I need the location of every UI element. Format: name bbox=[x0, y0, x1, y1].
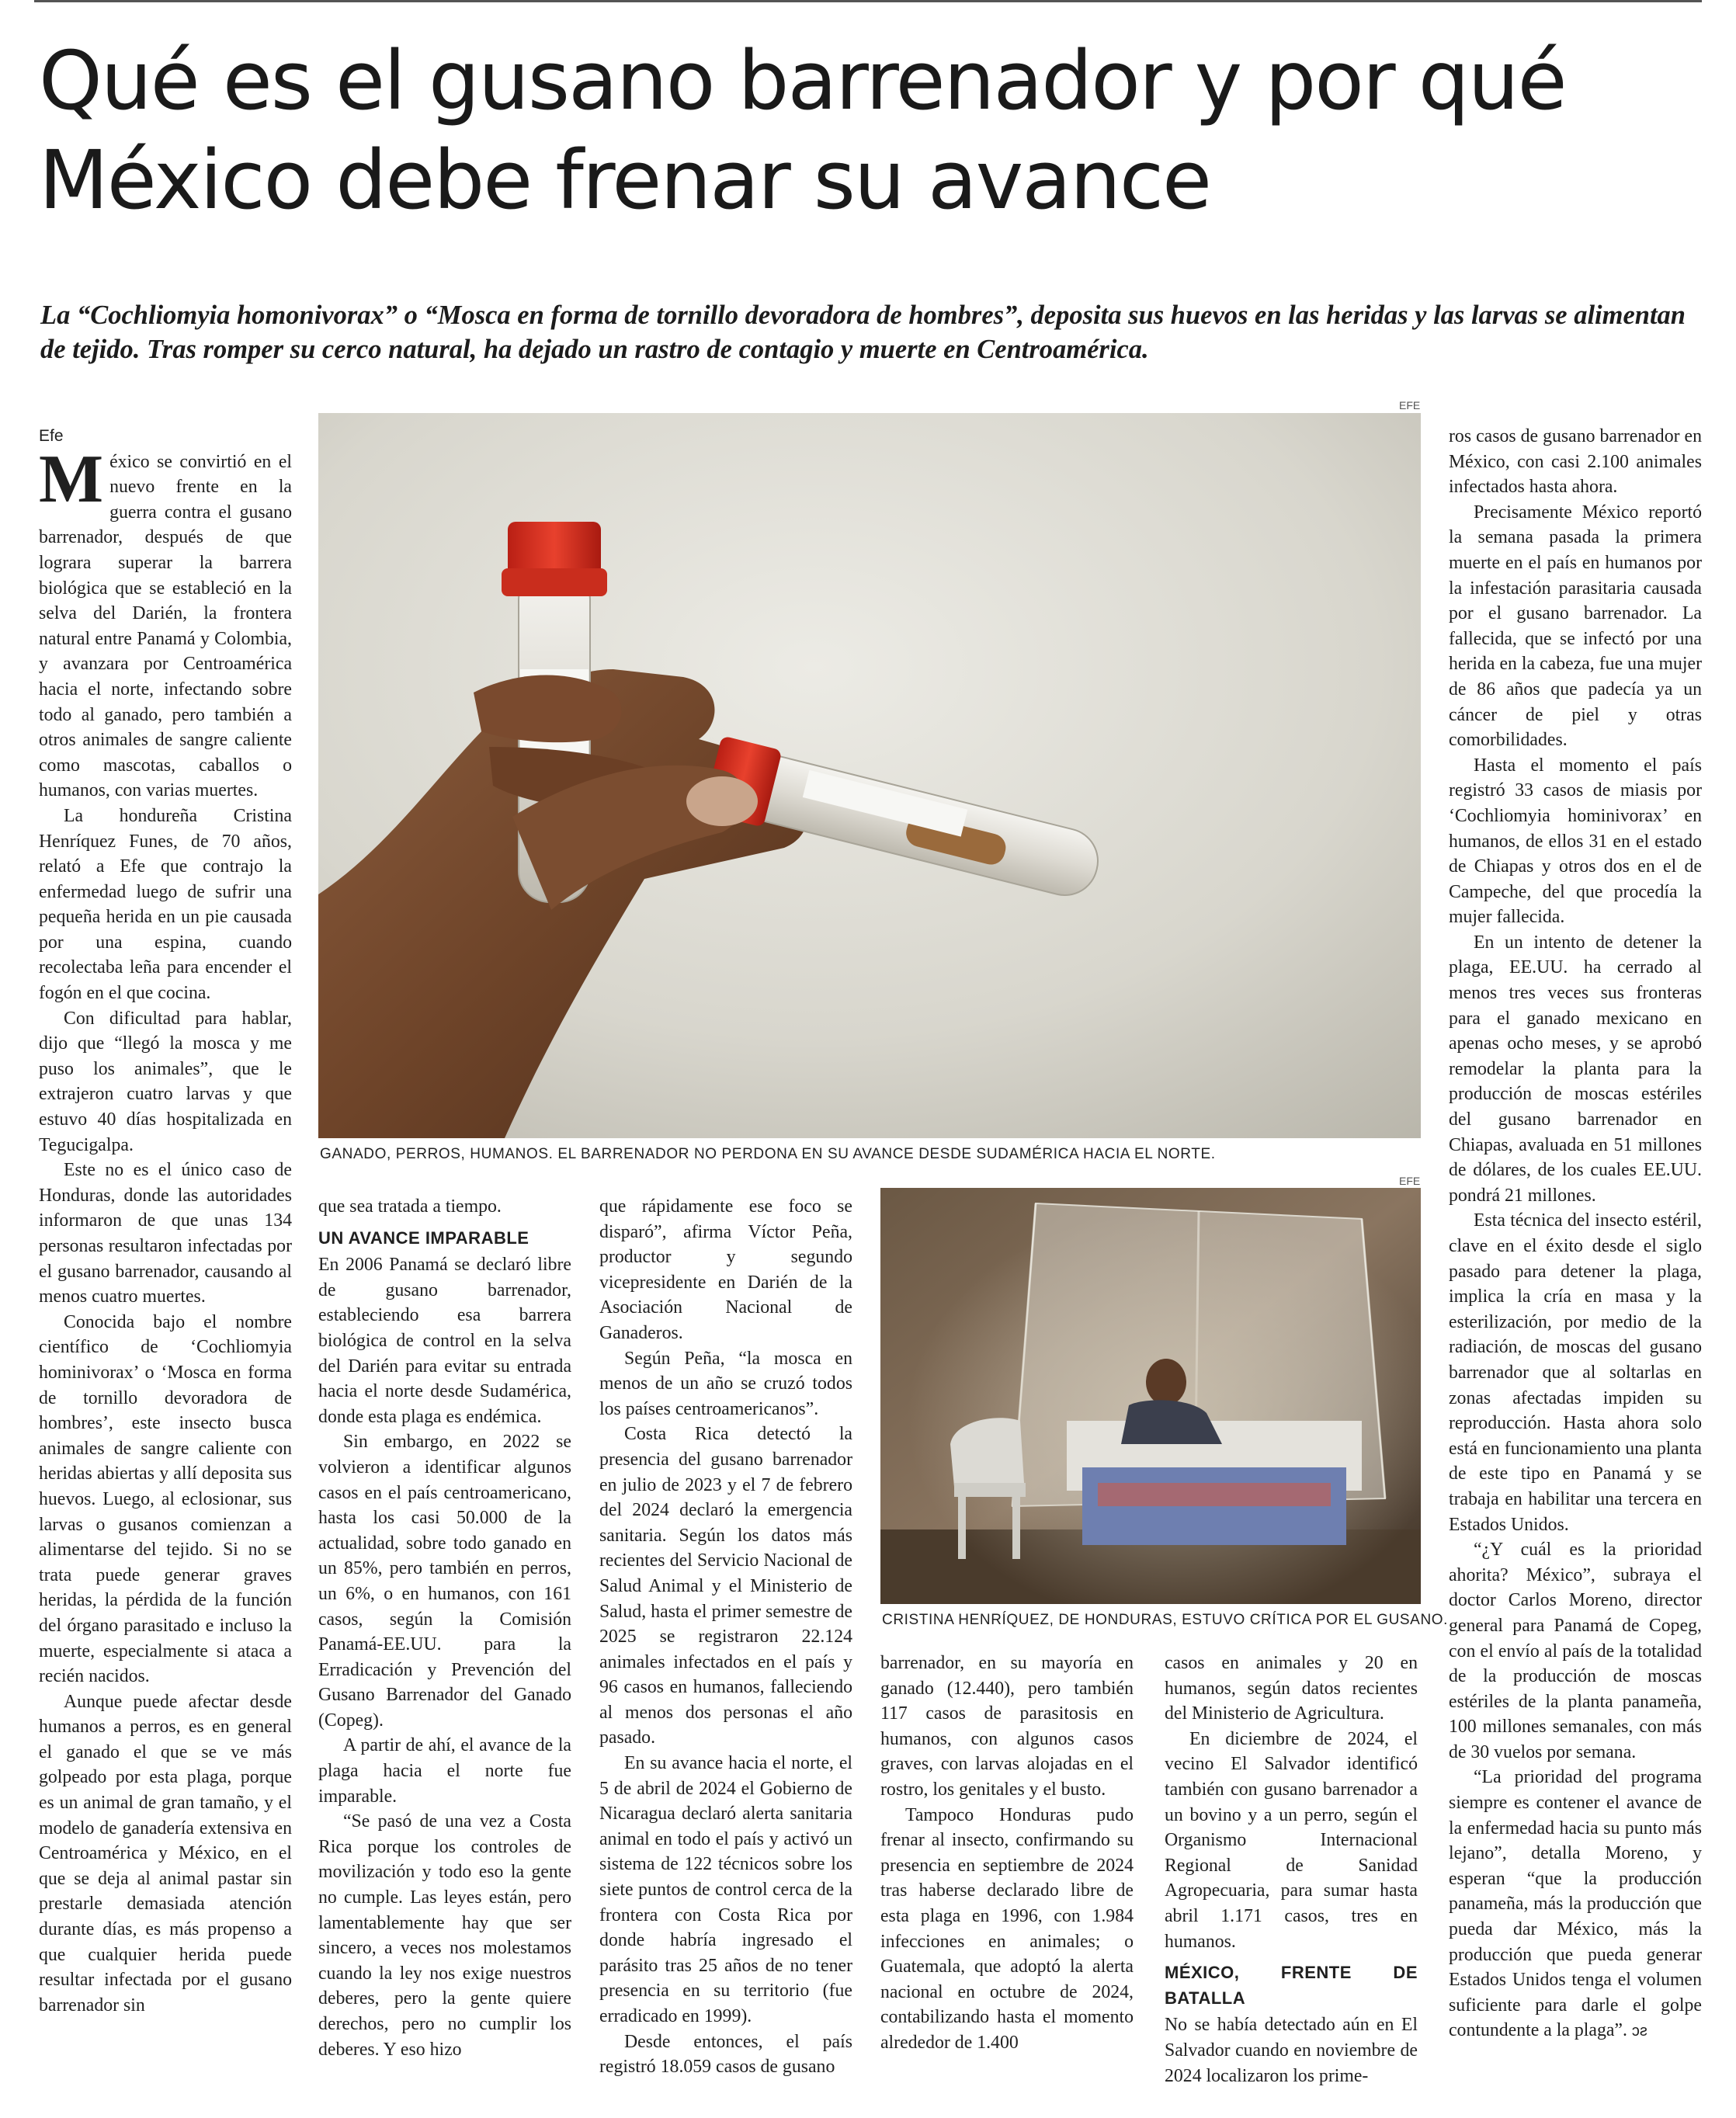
paragraph: Sin embargo, en 2022 se volvieron a identificar algunos casos en el país centroamericano, hasta los casi 50.000 de la actualidad, sobre todo ganado en un 85%, pero también en perros, un 6%, o en humanos, con 161 casos, según la Comisión Panamá-EE.UU. para la Erradicación y Prevención del Gusano Barrenador del Ganado (Copeg). bbox=[318, 1432, 571, 1731]
paragraph: barrenador, en su mayoría en ganado (12.440), pero también 117 casos de parasitosis en humanos, con algunos casos graves, con larvas alojadas en el rostro, los genitales y el busto. bbox=[880, 1653, 1134, 1800]
paragraph: En diciembre de 2024, el vecino El Salvador identificó también con gusano barrenador a un bovino y a un perro, según el Organismo Internacional Regional de Sanidad Agropecuaria, para sumar hasta abril 1.171 casos, tres en humanos. bbox=[1165, 1728, 1418, 1952]
photo-hand-test-tubes bbox=[318, 413, 1421, 1138]
paragraph: Según Peña, “la mosca en menos de un año se cruzó todos los países centroamericanos”. bbox=[599, 1348, 852, 1419]
paragraph: A partir de ahí, el avance de la plaga hacia el norte fue imparable. bbox=[318, 1735, 571, 1807]
paragraph: Hasta el momento el país registró 33 casos de miasis por ‘Cochliomyia hominivorax’ en humanos, de ellos 31 en el estado de Chiapas y otros dos en el de Campeche, del que procedía la mujer fallecida. bbox=[1449, 755, 1702, 928]
paragraph: Tampoco Honduras pudo frenar al insecto, confirmando su presencia en septiembre de 2024 tras haberse declarado libre de esta plaga en 1996, con 1.984 infecciones en animales; o Guatemala, que adoptó la alerta nacional en octubre de 2024, contabilizando hasta el momento alrededor de 1.400 bbox=[880, 1804, 1134, 2053]
subhead-avance-imparable: UN AVANCE IMPARABLE bbox=[318, 1227, 529, 1248]
headline: Qué es el gusano barrenador y por qué México debe frenar su avance bbox=[39, 33, 1566, 227]
paragraph: Este no es el único caso de Honduras, donde las autoridades informaron de que unas 134 personas resultaron infectadas por el gusano barrenador, causando al menos cuatro muertes. bbox=[39, 1160, 292, 1307]
paragraph: En su avance hacia el norte, el 5 de abril de 2024 el Gobierno de Nicaragua declaró alerta sanitaria animal en todo el país y activó un sistema de 122 técnicos sobre los siete puntos de control cerca de la frontera con Costa Rica por donde habría ingresado el parásito tras 25 años de no tener presencia en su territorio (fue erradicado en 1999). bbox=[599, 1753, 852, 2026]
byline: Efe bbox=[39, 427, 64, 445]
paragraph: No se había detectado aún en El Salvador cuando en noviembre de 2024 localizaron los prime- bbox=[1165, 2015, 1418, 2086]
paragraph: que rápidamente ese foco se disparó”, afirma Víctor Peña, productor y segundo vicepresidente en Darién de la Asociación Nacional de Ganaderos. bbox=[599, 1196, 852, 1343]
photo-caption-1: GANADO, PERROS, HUMANOS. EL BARRENADOR NO PERDONA EN SU AVANCE DESDE SUDAMÉRICA HACIA EL NORTE. bbox=[320, 1146, 1216, 1162]
photo-caption-2: CRISTINA HENRÍQUEZ, DE HONDURAS, ESTUVO CRÍTICA POR EL GUSANO. bbox=[882, 1612, 1449, 1628]
photo-credit-2: EFE bbox=[1399, 1175, 1421, 1187]
paragraph: Desde entonces, el país registró 18.059 casos de gusano bbox=[599, 2031, 852, 2078]
paragraph: Aunque puede afectar desde humanos a perros, es en general el ganado el que se ve más golpeado por esta plaga, porque es un animal de gran tamaño, y el modelo de ganadería extensiva en Centroamérica y México, en el que se deja al animal pastar sin prestarle demasiada atención durante días, es más propenso a que cualquier herida puede resultar infectada por el gusano barrenador sin bbox=[39, 1691, 292, 2016]
column-3 bbox=[599, 1194, 852, 2080]
paragraph: La hondureña Cristina Henríquez Funes, de 70 años, relató a Efe que contrajo la enfermedad luego de sufrir una pequeña herida en un pie causada por una espina, cuando recolectaba leña para encender el fogón en el que cocina. bbox=[39, 805, 292, 1004]
dek: La “Cochliomyia homonivorax” o “Mosca en forma de tornillo devoradora de hombres”, deposita sus huevos en las heridas y las larvas se alimentan de tejido. Tras romper su cerco natural, ha dejado un rastro de contagio y muerte en Centroamérica. bbox=[40, 300, 1686, 364]
end-mark-icon: ↄƨ bbox=[1631, 2023, 1647, 2040]
paragraph: que sea tratada a tiempo. bbox=[318, 1196, 502, 1217]
paragraph: Esta técnica del insecto estéril, clave en el éxito desde el siglo pasado para detener la plaga, implica la cría en masa y la esterilización, por medio de la radiación, de moscas del gusano barrenador que al soltarlas en zonas afectadas impiden su reproducción. Hasta ahora solo está en funcionamiento una planta de este tipo en Panamá y se trabaja en habilitar una tercera en Estados Unidos. bbox=[1449, 1210, 1702, 1535]
paragraph: En un intento de detener la plaga, EE.UU. ha cerrado al menos tres veces sus fronteras para el ganado mexicano en apenas ocho meses, y se aprobó remodelar la planta para la producción de moscas estériles del gusano barrenador en Chiapas, avaluada en 51 millones de dólares, de los cuales EE.UU. pondrá 21 millones. bbox=[1449, 932, 1702, 1206]
column-2 bbox=[318, 1194, 571, 2062]
column-5 bbox=[1165, 1651, 1418, 2088]
paragraph: En 2006 Panamá se declaró libre de gusano barrenador, estableciendo esa barrera biológica de control en la selva del Darién para evitar su entrada hacia el norte desde Sudamérica, donde esta plaga es endémica. bbox=[318, 1255, 571, 1427]
paragraph: ros casos de gusano barrenador en México, con casi 2.100 animales infectados hasta ahora. bbox=[1449, 426, 1702, 498]
paragraph: Conocida bajo el nombre científico de ‘Cochliomyia hominivorax’ o ‘Mosca en forma de tornillo devoradora de hombres’, este insecto busca animales de sangre caliente con heridas abiertas y allí deposita sus huevos. Luego, al eclosionar, sus larvas o gusanos comienzan a alimentarse del tejido. Si no se trata puede generar graves heridas, la pérdida de la función del órgano parasitado e incluso la muerte, especialmente si ataca a recién nacidos. bbox=[39, 1311, 292, 1687]
column-4 bbox=[880, 1651, 1134, 2056]
photo-credit-1: EFE bbox=[1399, 399, 1421, 411]
paragraph: Con dificultad para hablar, dijo que “llegó la mosca y me puso los animales”, que le extrajeron cuatro larvas y que estuvo 40 días hospitalizada en Tegucigalpa. bbox=[39, 1008, 292, 1155]
paragraph: Precisamente México reportó la semana pasada la primera muerte en el país en humanos por la infestación parasitaria causada por el gusano barrenador. La fallecida, que se infectó por una herida en la cabeza, fue una mujer de 86 años que padecía ya un cáncer de piel y otras comorbilidades. bbox=[1449, 502, 1702, 751]
paragraph: “¿Y cuál es la prioridad ahorita? México”, subraya el doctor Carlos Moreno, director general para Panamá de Copeg, con el envío al país de la totalidad de la producción de moscas estériles de la planta panameña, 100 millones semanales, con más de 30 vuelos por semana. bbox=[1449, 1540, 1702, 1762]
top-rule bbox=[34, 0, 1702, 2]
paragraph: Costa Rica detectó la presencia del gusano barrenador en julio de 2023 y el 7 de febrero del 2024 declaró la emergencia sanitaria. Según los datos más recientes del Servicio Nacional de Salud Animal y el Ministerio de Salud, hasta el primer semestre de 2025 se registraron 22.124 animales infectados en el país y 96 casos en humanos, falleciendo al menos dos personas el año pasado. bbox=[599, 1424, 852, 1748]
subhead-mexico-frente: MÉXICO, FRENTE DE BATALLA bbox=[1165, 1963, 1418, 2008]
column-6 bbox=[1449, 424, 1702, 2044]
photo-woman-bed-net bbox=[880, 1188, 1421, 1604]
column-1 bbox=[39, 424, 292, 2018]
paragraph: casos en animales y 20 en humanos, según datos recientes del Ministerio de Agricultura. bbox=[1165, 1653, 1418, 1724]
drop-cap: M bbox=[39, 441, 104, 517]
paragraph: “Se pasó de una vez a Costa Rica porque los controles de movilización y todo eso la gente no cumple. Las leyes están, pero lamentablemente hay que ser sincero, a veces nos molestamos cuando la ley nos exige nuestros deberes, pero la gente quiere derechos, pero no cumplir los deberes. Y eso hizo bbox=[318, 1811, 571, 2060]
paragraph-lead: México se convirtió en el nuevo frente en la guerra contra el gusano barrenador, después de que lograra superar la barrera biológica que se estableció en la selva del Darién, la frontera natural entre Panamá y Colombia, y avanzara por Centroamérica hacia el norte, infectando sobre todo al ganado, pero también a otros animales de sangre caliente como mascotas, caballos o humanos, con varias muertes. bbox=[39, 441, 292, 801]
paragraph-final: “La prioridad del programa siempre es contener el avance de la enfermedad hacia su punto más lejano”, detalla Moreno, y esperan “que la producción panameña, más la producción que pueda dar México, más la producción que pueda generar Estados Unidos tenga el volumen suficiente para darle el golpe contundente a la plaga”. ↄƨ bbox=[1449, 1767, 1702, 2041]
